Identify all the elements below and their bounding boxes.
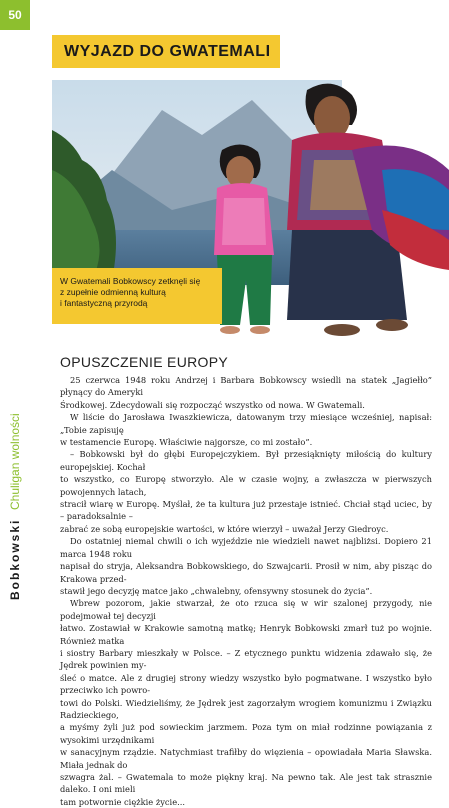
body-line: a myśmy żyli już pod sowieckim jarzmem. Poza tym on miał rodzinne powiązania z wysokimi urzędnikami <box>60 722 432 745</box>
caption-line: z zupełnie odmienną kulturą <box>60 287 166 297</box>
body-line: stawił jego decyzję matce jako „chwalebny, ofensywny stosunek do życia”. <box>60 585 373 596</box>
body-line: łatwo. Zostawiał w Krakowie samotną matkę; Henryk Bobkowski zmarł tuż po wojnie. Również matka <box>60 623 432 646</box>
book-label: Bobkowski <box>8 518 22 600</box>
body-line: tam potwornie ciężkie życie... <box>60 796 186 807</box>
body-line: 25 czerwca 1948 roku Andrzej i Barbara Bobkowscy wsiedli na statek „Jagiełło” płynący do Ameryki <box>60 375 432 398</box>
body-line: napisał do stryja, Aleksandra Bobkowskiego, do Szwajcarii. Prosił w nim, aby pisząc do Krakowa przed- <box>60 561 432 584</box>
body-line: Do ostatniej niemal chwili o ich wyjeździe nie wiedzieli nawet najbliżsi. Dopiero 21 marca 1948 roku <box>60 536 432 559</box>
page-sidebar <box>0 0 30 640</box>
section-heading: OPUSZCZENIE EUROPY <box>60 354 228 370</box>
body-line: śleć o matce. Ale z drugiej strony wiedzy wszystko było pogmatwane. I wszystko było przeciwko ich powro- <box>60 672 432 696</box>
article-body <box>60 374 432 808</box>
body-line: Wbrew pozorom, jakie stwarzał, że oto rzuca się w wir szalonej przygody, nie podejmował tej decyzji <box>60 598 432 621</box>
body-line: szwagra żal. – Gwatemala to może piękny kraj. Na pewno tak. Ale jest tak strasznie daleko. I oni mieli <box>60 772 432 795</box>
series-label: Chuligan wolności <box>8 413 22 510</box>
body-line: stracił wiarę w Europę. Myślał, że ta kultura już przestaje istnieć. Chciał stąd uciec, by – paradoksalnie – <box>60 499 432 522</box>
caption-line: i fantastyczną przyrodą <box>60 298 148 308</box>
body-line: Środkowej. Zdecydowali się rozpocząć wszystko od nowa. W Gwatemali. <box>60 399 365 410</box>
caption-line: W Gwatemali Bobkowscy zetknęli się <box>60 276 201 286</box>
body-line: w sanacyjnym rządzie. Natychmiast trafiłby do więzienia – opowiadała Maria Sławska. Miała jednak do <box>60 747 432 770</box>
body-line: W liście do Jarosława Iwaszkiewicza, datowanym trzy miesiące wcześniej, napisał: „Tobie zapisuję <box>60 412 432 435</box>
body-line: zabrać ze sobą europejskie wartości, w które wierzył – uważał Jerzy Giedroyc. <box>60 523 389 534</box>
page-number: 50 <box>0 0 30 30</box>
body-line: to wszystko, co Europę stworzyło. Ale w czasie wojny, a zwłaszcza w pierwszych powojennych latach, <box>60 474 432 497</box>
body-line: – Bobkowski był do głębi Europejczykiem. Był przesiąknięty miłością do kultury europejskiej. Kochał <box>60 449 432 472</box>
chapter-title: WYJAZD DO GWATEMALI <box>52 35 280 68</box>
body-line: towi do Polski. Wiedzieliśmy, że Jędrek jest zagorzałym wrogiem komunizmu i Związku Radzieckiego, <box>60 697 432 720</box>
body-line: w testamencie Europę. Właściwie najgorsze, co mi zostało”. <box>60 437 313 448</box>
photo-caption <box>52 268 222 324</box>
body-line: i siostry Barbary mieszkały w Polsce. – Z etycznego punktu widzenia zdawało się, że Jędrek powinien my- <box>60 647 432 671</box>
